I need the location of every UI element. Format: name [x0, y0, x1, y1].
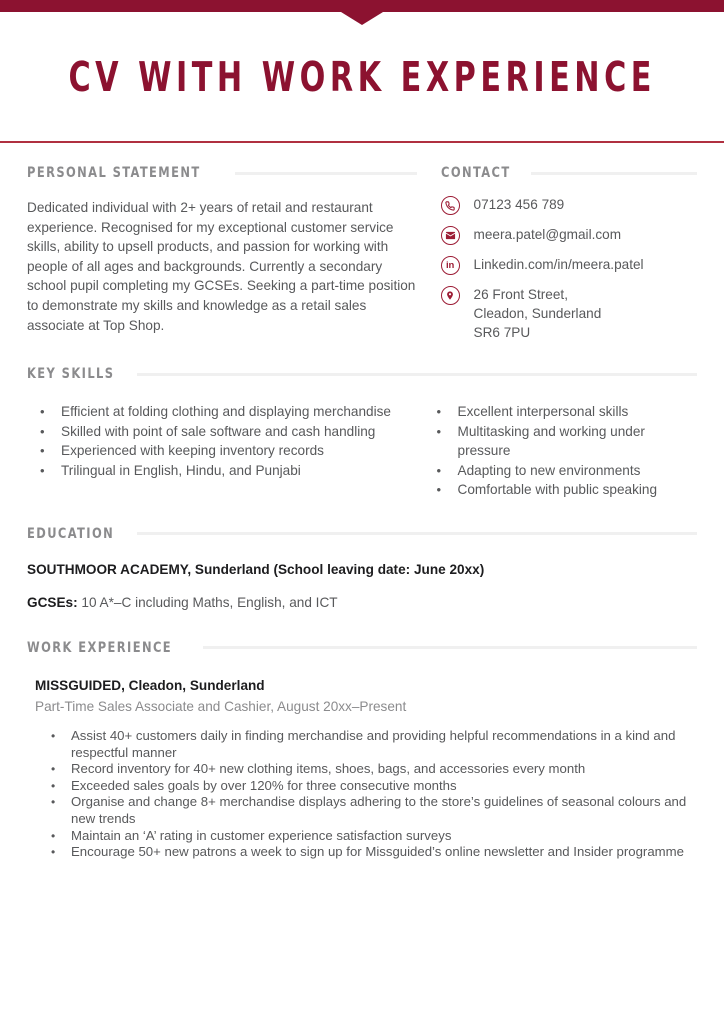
- address-line-3: SR6 7PU: [473, 325, 531, 340]
- section-heading-label: KEY SKILLS: [27, 366, 115, 382]
- list-item: • Multitasking and working under pressure: [458, 422, 697, 461]
- contact-heading: [441, 165, 697, 181]
- key-skills-columns: [27, 402, 697, 500]
- contact-item-phone: [441, 195, 697, 215]
- education-school-name: SOUTHMOOR ACADEMY, Sunderland (School leaving date: June 20xx): [27, 561, 485, 577]
- job-company-name: MISSGUIDED, Cleadon, Sunderland: [35, 677, 265, 693]
- heading-rule: [203, 646, 697, 649]
- list-item: • Exceeded sales goals by over 120% for three consecutive months: [71, 778, 697, 795]
- key-skills-column-left: [27, 402, 417, 500]
- contact-address-text: [474, 285, 602, 342]
- job-header: [27, 676, 697, 716]
- list-item: • Organise and change 8+ merchandise displays adhering to the store’s guidelines of seasonal colours and new trends: [71, 794, 697, 827]
- page-title: CV WITH WORK EXPERIENCE: [68, 52, 656, 101]
- list-item: • Record inventory for 40+ new clothing items, shoes, bags, and accessories every month: [71, 761, 697, 778]
- contact-item-linkedin: [441, 255, 697, 275]
- job-role-and-dates: Part-Time Sales Associate and Cashier, August 20xx–Present: [35, 698, 407, 714]
- contact-list: [441, 195, 697, 342]
- contact-linkedin-text[interactable]: Linkedin.com/in/meera.patel: [473, 257, 644, 272]
- key-skills-list-right: [441, 402, 697, 500]
- contact-item-email: [441, 225, 697, 245]
- list-item: • Trilingual in English, Hindu, and Punjabi: [61, 461, 417, 481]
- contact-email-text[interactable]: meera.patel@gmail.com: [473, 227, 622, 242]
- list-item: • Efficient at folding clothing and displaying merchandise: [61, 402, 417, 422]
- top-columns: [27, 165, 697, 352]
- job-responsibilities: [27, 728, 697, 861]
- education-school-line: [27, 560, 697, 579]
- list-item: • Encourage 50+ new patrons a week to sign up for Missguided’s online newsletter and Insider programme: [71, 844, 697, 861]
- education-qualification-label: GCSEs:: [27, 594, 78, 610]
- heading-rule: [137, 373, 697, 376]
- section-heading-label: PERSONAL STATEMENT: [27, 165, 201, 181]
- list-item: • Maintain an ‘A’ rating in customer experience satisfaction surveys: [71, 828, 697, 845]
- work-experience-entry: [27, 676, 697, 861]
- key-skills-section: [27, 366, 697, 500]
- list-item: • Comfortable with public speaking: [458, 480, 697, 500]
- key-skills-heading: [27, 366, 697, 382]
- list-item: • Assist 40+ customers daily in finding merchandise and providing helpful recommendations in a kind and respectful manner: [71, 728, 697, 761]
- address-line-2: Cleadon, Sunderland: [473, 306, 602, 321]
- education-heading: [27, 526, 697, 542]
- address-line-1: 26 Front Street,: [473, 287, 568, 302]
- linkedin-icon: in: [441, 256, 460, 275]
- list-item: • Skilled with point of sale software and cash handling: [61, 422, 417, 442]
- work-experience-section: [27, 640, 697, 861]
- section-heading-label: CONTACT: [440, 165, 511, 181]
- work-experience-heading: [27, 640, 697, 656]
- personal-statement-heading: [27, 165, 417, 181]
- phone-icon: [441, 196, 460, 215]
- list-item: • Experienced with keeping inventory records: [61, 441, 417, 461]
- personal-statement-text: Dedicated individual with 2+ years of retail and restaurant experience. Recognised for my exceptional customer service skills, ability to upsell products, and passion for working with people of all ages and backgrounds. Currently a secondary school pupil completing my GCSEs. Seeking a part-time position to demonstrate my skills and knowledge as a retail sales associate at Top Shop.: [27, 200, 416, 333]
- document-header: [0, 12, 724, 143]
- education-qualification-detail: 10 A*–C including Maths, English, and ICT: [81, 594, 338, 610]
- heading-rule: [137, 532, 697, 535]
- contact-phone-text[interactable]: 07123 456 789: [473, 197, 565, 212]
- job-bullet-list: [27, 728, 697, 861]
- education-entry: [27, 560, 697, 612]
- heading-rule: [531, 172, 697, 175]
- document-body: [0, 165, 724, 861]
- contact-item-address: [441, 285, 697, 342]
- heading-rule: [235, 172, 416, 175]
- key-skills-column-right: [441, 402, 697, 500]
- section-heading-label: WORK EXPERIENCE: [27, 639, 173, 656]
- personal-statement-section: [27, 165, 417, 352]
- education-section: [27, 526, 697, 612]
- location-pin-icon: [441, 286, 460, 305]
- contact-section: [441, 165, 697, 352]
- list-item: • Excellent interpersonal skills: [458, 402, 697, 422]
- envelope-icon: [441, 226, 460, 245]
- top-accent-bar: [0, 0, 724, 12]
- section-heading-label: EDUCATION: [27, 525, 115, 542]
- key-skills-list-left: [27, 402, 417, 480]
- education-qualification-line: [27, 593, 697, 612]
- header-notch-triangle: [341, 12, 383, 25]
- list-item: • Adapting to new environments: [458, 461, 697, 481]
